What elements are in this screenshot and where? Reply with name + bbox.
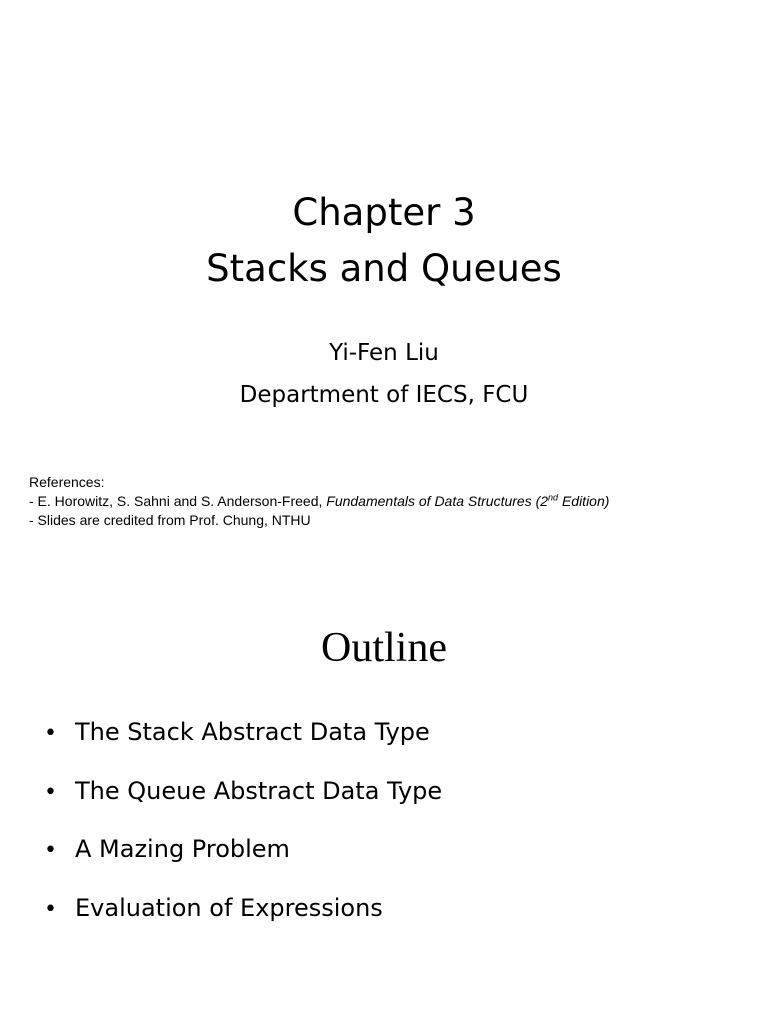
bullet-icon: • bbox=[44, 780, 57, 805]
author-name: Yi-Fen Liu bbox=[329, 340, 439, 366]
outline-item-label: The Stack Abstract Data Type bbox=[75, 718, 430, 746]
slide-title-chapter: Chapter 3 bbox=[292, 191, 476, 234]
outline-item bbox=[44, 776, 442, 808]
reference-book-title-text: Fundamentals of Data Structures (2 bbox=[326, 493, 549, 509]
reference-book-title bbox=[326, 493, 609, 509]
reference-edition-suffix: Edition) bbox=[558, 493, 610, 509]
reference-item-textbook bbox=[29, 492, 609, 511]
reference-item-credits: - Slides are credited from Prof. Chung, NTHU bbox=[29, 512, 311, 528]
bullet-icon: • bbox=[44, 838, 57, 863]
outline-item bbox=[44, 834, 290, 866]
outline-slide bbox=[0, 512, 768, 1024]
reference-authors: - E. Horowitz, S. Sahni and S. Anderson-Freed, bbox=[29, 493, 327, 509]
slide-title-topic: Stacks and Queues bbox=[206, 247, 562, 290]
bullet-icon: • bbox=[44, 721, 57, 746]
outline-heading: Outline bbox=[321, 625, 447, 671]
author-affiliation: Department of IECS, FCU bbox=[239, 382, 529, 408]
outline-item-label: A Mazing Problem bbox=[75, 835, 290, 863]
outline-item bbox=[44, 893, 383, 925]
reference-edition-superscript: nd bbox=[548, 492, 559, 503]
outline-item-label: The Queue Abstract Data Type bbox=[75, 777, 443, 805]
bullet-icon: • bbox=[44, 897, 57, 922]
references-heading: References: bbox=[29, 474, 105, 490]
outline-item bbox=[44, 717, 430, 749]
outline-item-label: Evaluation of Expressions bbox=[75, 894, 383, 922]
